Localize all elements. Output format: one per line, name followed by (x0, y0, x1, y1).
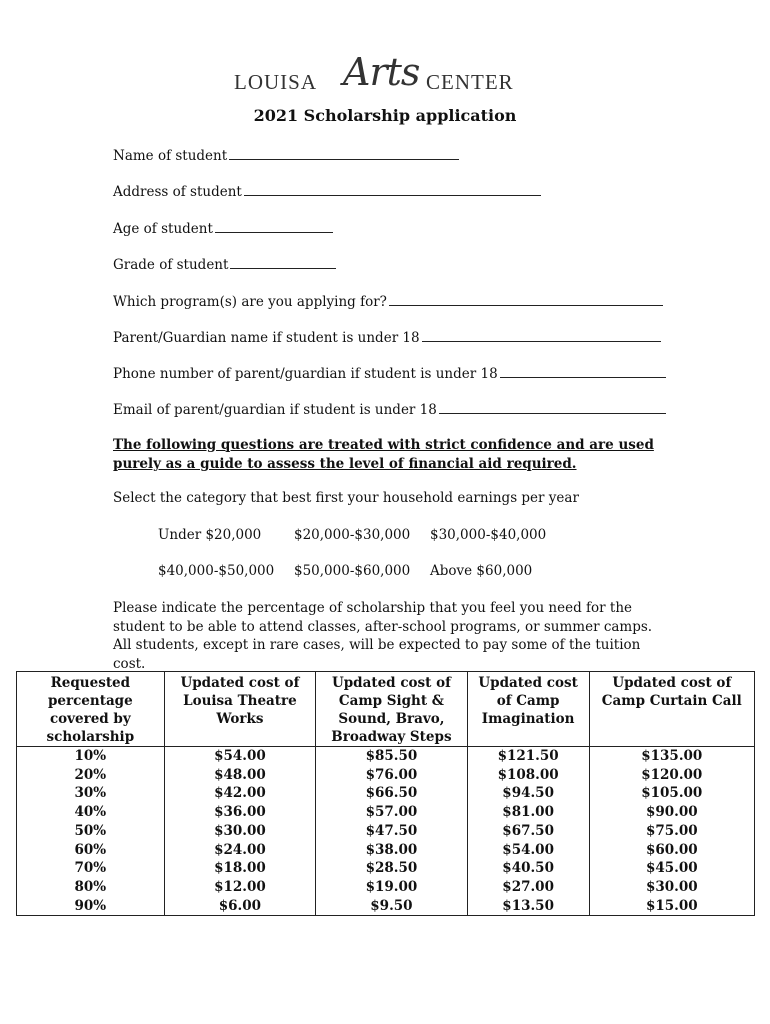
cell-camp-sight-sound: $9.50 (316, 897, 468, 916)
cell-percentage: 40% (17, 803, 165, 822)
guardian-email-label: Email of parent/guardian if student is under 18 (113, 402, 437, 418)
cell-percentage: 10% (17, 747, 165, 766)
guardian-name-line[interactable] (422, 327, 661, 342)
cell-camp-imagination: $67.50 (467, 822, 589, 841)
student-age-field[interactable] (113, 218, 333, 238)
program-line[interactable] (389, 291, 663, 306)
table-row (17, 822, 755, 841)
header-percentage: Requested percentage covered by scholarship (17, 672, 165, 747)
table-row (17, 803, 755, 822)
guardian-name-label: Parent/Guardian name if student is under 18 (113, 330, 420, 346)
cost-table-header (17, 672, 755, 747)
cost-table (16, 671, 755, 916)
cell-camp-sight-sound: $47.50 (316, 822, 468, 841)
student-grade-line[interactable] (230, 254, 336, 269)
cell-camp-curtain-call: $60.00 (589, 841, 754, 860)
cell-camp-sight-sound: $28.50 (316, 859, 468, 878)
guardian-phone-field[interactable] (113, 363, 666, 383)
header-camp-imagination: Updated cost of Camp Imagination (467, 672, 589, 747)
cell-camp-curtain-call: $30.00 (589, 878, 754, 897)
student-age-line[interactable] (215, 218, 333, 233)
cell-percentage: 90% (17, 897, 165, 916)
income-option-40k-50k[interactable]: $40,000-$50,000 (158, 563, 275, 579)
cell-camp-imagination: $27.00 (467, 878, 589, 897)
guardian-email-line[interactable] (439, 399, 666, 414)
cell-camp-curtain-call: $120.00 (589, 766, 754, 785)
cell-louisa-theatre-works: $54.00 (164, 747, 315, 766)
cell-camp-imagination: $40.50 (467, 859, 589, 878)
cell-camp-curtain-call: $105.00 (589, 784, 754, 803)
cell-percentage: 80% (17, 878, 165, 897)
income-option-30k-40k[interactable]: $30,000-$40,000 (430, 527, 547, 543)
cell-louisa-theatre-works: $24.00 (164, 841, 315, 860)
student-address-line[interactable] (244, 181, 541, 196)
cell-camp-curtain-call: $135.00 (589, 747, 754, 766)
logo-word-arts: Arts (343, 50, 420, 94)
louisa-arts-center-logo (230, 52, 540, 100)
table-row (17, 897, 755, 916)
cell-louisa-theatre-works: $48.00 (164, 766, 315, 785)
student-name-field[interactable] (113, 145, 459, 165)
header-camp-curtain-call: Updated cost of Camp Curtain Call (589, 672, 754, 747)
header-camp-sight-sound: Updated cost of Camp Sight & Sound, Bravo, Broadway Steps (316, 672, 468, 747)
cell-camp-curtain-call: $15.00 (589, 897, 754, 916)
guardian-name-field[interactable] (113, 327, 661, 347)
cell-camp-sight-sound: $57.00 (316, 803, 468, 822)
table-row (17, 784, 755, 803)
header-louisa-theatre-works: Updated cost of Louisa Theatre Works (164, 672, 315, 747)
cell-louisa-theatre-works: $6.00 (164, 897, 315, 916)
income-option-under-20k[interactable]: Under $20,000 (158, 527, 262, 543)
cell-camp-sight-sound: $38.00 (316, 841, 468, 860)
table-row (17, 878, 755, 897)
income-category-label: Select the category that best first your household earnings per year (113, 490, 579, 506)
cell-percentage: 70% (17, 859, 165, 878)
cell-camp-imagination: $94.50 (467, 784, 589, 803)
guardian-phone-line[interactable] (500, 363, 666, 378)
cell-percentage: 60% (17, 841, 165, 860)
income-option-above-60k[interactable]: Above $60,000 (430, 563, 533, 579)
cost-table-body (17, 747, 755, 916)
cell-louisa-theatre-works: $18.00 (164, 859, 315, 878)
cell-percentage: 30% (17, 784, 165, 803)
table-row (17, 747, 755, 766)
logo-word-louisa: LOUISA (234, 70, 317, 94)
program-field[interactable] (113, 291, 663, 311)
cell-louisa-theatre-works: $30.00 (164, 822, 315, 841)
cell-camp-imagination: $108.00 (467, 766, 589, 785)
cell-louisa-theatre-works: $36.00 (164, 803, 315, 822)
table-row (17, 841, 755, 860)
table-row (17, 766, 755, 785)
guardian-email-field[interactable] (113, 399, 666, 419)
cell-camp-sight-sound: $76.00 (316, 766, 468, 785)
cell-camp-imagination: $121.50 (467, 747, 589, 766)
cell-camp-curtain-call: $90.00 (589, 803, 754, 822)
cell-louisa-theatre-works: $42.00 (164, 784, 315, 803)
income-option-20k-30k[interactable]: $20,000-$30,000 (294, 527, 411, 543)
cell-camp-sight-sound: $19.00 (316, 878, 468, 897)
logo-word-center: CENTER (426, 70, 514, 94)
student-name-label: Name of student (113, 148, 228, 164)
cell-percentage: 20% (17, 766, 165, 785)
cell-camp-sight-sound: $66.50 (316, 784, 468, 803)
cell-percentage: 50% (17, 822, 165, 841)
cell-camp-imagination: $54.00 (467, 841, 589, 860)
student-age-label: Age of student (113, 221, 213, 237)
cell-camp-imagination: $81.00 (467, 803, 589, 822)
cell-camp-curtain-call: $45.00 (589, 859, 754, 878)
cell-louisa-theatre-works: $12.00 (164, 878, 315, 897)
table-row (17, 859, 755, 878)
cell-camp-imagination: $13.50 (467, 897, 589, 916)
program-label: Which program(s) are you applying for? (113, 294, 387, 310)
student-address-label: Address of student (113, 184, 242, 200)
student-grade-field[interactable] (113, 254, 336, 274)
confidentiality-notice: The following questions are treated with strict confidence and are used purely as a guide to assess the level of financial aid required. (113, 437, 654, 472)
cell-camp-sight-sound: $85.50 (316, 747, 468, 766)
student-address-field[interactable] (113, 181, 541, 201)
student-grade-label: Grade of student (113, 257, 229, 273)
guardian-phone-label: Phone number of parent/guardian if student is under 18 (113, 366, 498, 382)
scholarship-instructions: Please indicate the percentage of scholarship that you feel you need for the student to be able to attend classes, after-school programs, or summer camps. All students, except in rare cases, will be expected to pay some of the tuition cost. (113, 600, 653, 672)
cell-camp-curtain-call: $75.00 (589, 822, 754, 841)
page-title: 2021 Scholarship application (253, 106, 517, 125)
income-option-50k-60k[interactable]: $50,000-$60,000 (294, 563, 411, 579)
student-name-line[interactable] (229, 145, 459, 160)
